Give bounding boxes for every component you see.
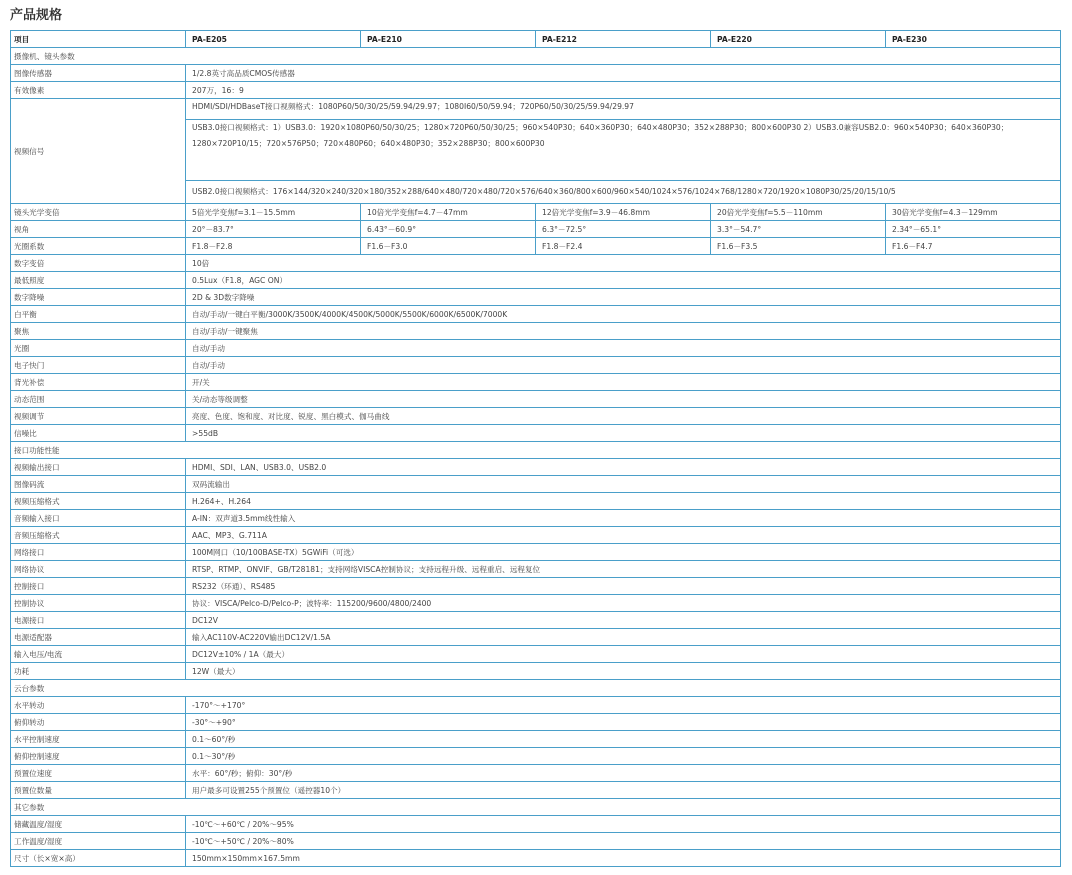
spec-value: DC12V±10% / 1A（最大） (186, 646, 1061, 663)
spec-label: 动态范围 (11, 391, 186, 408)
model-value: 5倍光学变焦f=3.1－15.5mm (186, 204, 361, 221)
spec-row (11, 527, 1061, 544)
spec-label: 俯仰控制速度 (11, 748, 186, 765)
spec-label: 网络协议 (11, 561, 186, 578)
spec-value: 10倍 (186, 255, 1061, 272)
spec-row (11, 459, 1061, 476)
spec-label: 控制协议 (11, 595, 186, 612)
spec-row (11, 816, 1061, 833)
spec-value: 自动/手动 (186, 340, 1061, 357)
section-row (11, 442, 1061, 459)
spec-value: 自动/手动/一键聚焦 (186, 323, 1061, 340)
video-signal-line: HDMI/SDI/HDBaseT接口视频格式：1080P60/50/30/25/59.94/29.97；1080I60/50/59.94；720P60/50/30/25/59.94/29.97 (186, 99, 1060, 120)
spec-label: 储藏温度/湿度 (11, 816, 186, 833)
spec-row (11, 391, 1061, 408)
spec-label: 图像码流 (11, 476, 186, 493)
spec-row (11, 850, 1061, 867)
spec-label: 尺寸（长×宽×高） (11, 850, 186, 867)
spec-row (11, 578, 1061, 595)
spec-label: 视频信号 (11, 99, 186, 204)
model-value: F1.6－F3.5 (711, 238, 886, 255)
header-model: PA-E230 (886, 31, 1061, 48)
spec-label: 白平衡 (11, 306, 186, 323)
spec-label: 电子快门 (11, 357, 186, 374)
spec-table (10, 30, 1061, 867)
spec-label: 图像传感器 (11, 65, 186, 82)
section-row (11, 48, 1061, 65)
spec-row (11, 663, 1061, 680)
spec-label: 功耗 (11, 663, 186, 680)
spec-label: 工作温度/湿度 (11, 833, 186, 850)
section-title: 云台参数 (11, 680, 1061, 697)
model-value: F1.8－F2.4 (536, 238, 711, 255)
model-value: 3.3°－54.7° (711, 221, 886, 238)
spec-row (11, 629, 1061, 646)
spec-row (11, 425, 1061, 442)
spec-value: 开/关 (186, 374, 1061, 391)
spec-row (11, 408, 1061, 425)
model-value: 6.3°－72.5° (536, 221, 711, 238)
section-row (11, 799, 1061, 816)
spec-label: 水平转动 (11, 697, 186, 714)
spec-row (11, 510, 1061, 527)
model-value: 12倍光学变焦f=3.9－46.8mm (536, 204, 711, 221)
spec-label: 预置位数量 (11, 782, 186, 799)
spec-value: 协议：VISCA/Pelco-D/Pelco-P；波特率：115200/9600/4800/2400 (186, 595, 1061, 612)
spec-label: 视角 (11, 221, 186, 238)
model-row (11, 204, 1061, 221)
spec-row (11, 374, 1061, 391)
section-title: 接口功能性能 (11, 442, 1061, 459)
model-row (11, 221, 1061, 238)
spec-row (11, 731, 1061, 748)
spec-label: 视频调节 (11, 408, 186, 425)
header-row (11, 31, 1061, 48)
spec-label: 视频压缩格式 (11, 493, 186, 510)
spec-value: 0.1～60°/秒 (186, 731, 1061, 748)
spec-label: 视频输出接口 (11, 459, 186, 476)
spec-label: 电源接口 (11, 612, 186, 629)
spec-row (11, 357, 1061, 374)
spec-value: 150mm×150mm×167.5mm (186, 850, 1061, 867)
spec-label: 有效像素 (11, 82, 186, 99)
model-value: 6.43°－60.9° (361, 221, 536, 238)
spec-value: 2D & 3D数字降噪 (186, 289, 1061, 306)
video-signal-line: USB3.0接口视频格式：1）USB3.0：1920×1080P60/50/30/25；1280×720P60/50/30/25；960×540P30；640×360P30；640×480P30；352×288P30；800×600P30 2）USB3.0兼容USB2.0：960×540P30；640×360P30；1280×720P10/15；720×576P50；720×480P60；640×480P30；352×288P30；800×600P30 (186, 120, 1060, 181)
spec-row (11, 782, 1061, 799)
spec-label: 音频压缩格式 (11, 527, 186, 544)
spec-row (11, 765, 1061, 782)
spec-row (11, 595, 1061, 612)
spec-row (11, 272, 1061, 289)
spec-row (11, 748, 1061, 765)
spec-label: 信噪比 (11, 425, 186, 442)
spec-row (11, 833, 1061, 850)
spec-value: HDMI、SDI、LAN、USB3.0、USB2.0 (186, 459, 1061, 476)
model-value: 10倍光学变焦f=4.7－47mm (361, 204, 536, 221)
spec-row (11, 306, 1061, 323)
section-title: 摄像机、镜头参数 (11, 48, 1061, 65)
header-model: PA-E220 (711, 31, 886, 48)
spec-value: -170°～+170° (186, 697, 1061, 714)
spec-label: 输入电压/电流 (11, 646, 186, 663)
spec-row (11, 714, 1061, 731)
spec-value: DC12V (186, 612, 1061, 629)
model-value: 20°－83.7° (186, 221, 361, 238)
spec-label: 俯仰转动 (11, 714, 186, 731)
spec-row (11, 646, 1061, 663)
spec-value: -10℃～+60℃ / 20%～95% (186, 816, 1061, 833)
video-signal-value (186, 99, 1061, 204)
header-item: 项目 (11, 31, 186, 48)
model-value: F1.6－F4.7 (886, 238, 1061, 255)
spec-label: 电源适配器 (11, 629, 186, 646)
spec-value: AAC、MP3、G.711A (186, 527, 1061, 544)
spec-label: 聚焦 (11, 323, 186, 340)
spec-value: 207万，16：9 (186, 82, 1061, 99)
spec-row (11, 612, 1061, 629)
spec-label: 控制接口 (11, 578, 186, 595)
spec-label: 网络接口 (11, 544, 186, 561)
spec-value: 用户最多可设置255个预置位（遥控器10个） (186, 782, 1061, 799)
page-title: 产品规格 (10, 8, 63, 23)
spec-label: 音频输入接口 (11, 510, 186, 527)
spec-value: 输入AC110V-AC220V输出DC12V/1.5A (186, 629, 1061, 646)
section-row (11, 680, 1061, 697)
spec-row (11, 476, 1061, 493)
spec-label: 数字降噪 (11, 289, 186, 306)
spec-value: 亮度、色度、饱和度、对比度、锐度、黑白模式、伽马曲线 (186, 408, 1061, 425)
spec-row (11, 323, 1061, 340)
header-model: PA-E205 (186, 31, 361, 48)
spec-value: 自动/手动/一键白平衡/3000K/3500K/4000K/4500K/5000K/5500K/6000K/6500K/7000K (186, 306, 1061, 323)
video-signal-row (11, 99, 1061, 204)
spec-value: RS232（环通）、RS485 (186, 578, 1061, 595)
spec-value: -30°～+90° (186, 714, 1061, 731)
model-value: F1.6－F3.0 (361, 238, 536, 255)
spec-value: 12W（最大） (186, 663, 1061, 680)
spec-row (11, 255, 1061, 272)
spec-value: 关/动态等级调整 (186, 391, 1061, 408)
spec-row (11, 289, 1061, 306)
spec-label: 光圈系数 (11, 238, 186, 255)
spec-value: 0.5Lux（F1.8，AGC ON） (186, 272, 1061, 289)
spec-label: 数字变倍 (11, 255, 186, 272)
header-model: PA-E210 (361, 31, 536, 48)
spec-value: 水平：60°/秒；俯仰：30°/秒 (186, 765, 1061, 782)
model-value: F1.8－F2.8 (186, 238, 361, 255)
spec-label: 最低照度 (11, 272, 186, 289)
spec-row (11, 340, 1061, 357)
spec-row (11, 493, 1061, 510)
spec-value: 100M网口（10/100BASE-TX）5GWiFi（可选） (186, 544, 1061, 561)
header-model: PA-E212 (536, 31, 711, 48)
spec-value: A-IN：双声道3.5mm线性输入 (186, 510, 1061, 527)
video-signal-line: USB2.0接口视频格式：176×144/320×240/320×180/352×288/640×480/720×480/720×576/640×360/800×600/960×540/1024×576/1024×768/1280×720/1920×1080P30/25/20/15/10/5 (192, 187, 896, 196)
spec-value: RTSP、RTMP、ONVIF、GB/T28181；支持网络VISCA控制协议；支持远程升级、远程重启、远程复位 (186, 561, 1061, 578)
model-value: 2.34°－65.1° (886, 221, 1061, 238)
spec-value: -10℃～+50℃ / 20%～80% (186, 833, 1061, 850)
spec-row (11, 82, 1061, 99)
spec-label: 镜头光学变倍 (11, 204, 186, 221)
spec-row (11, 697, 1061, 714)
model-value: 30倍光学变焦f=4.3－129mm (886, 204, 1061, 221)
spec-label: 背光补偿 (11, 374, 186, 391)
spec-value: >55dB (186, 425, 1061, 442)
spec-label: 光圈 (11, 340, 186, 357)
spec-value: 0.1～30°/秒 (186, 748, 1061, 765)
spec-value: H.264+、H.264 (186, 493, 1061, 510)
spec-label: 预置位速度 (11, 765, 186, 782)
spec-value: 双码流输出 (186, 476, 1061, 493)
section-title: 其它参数 (11, 799, 1061, 816)
spec-value: 1/2.8英寸高品质CMOS传感器 (186, 65, 1061, 82)
spec-value: 自动/手动 (186, 357, 1061, 374)
model-row (11, 238, 1061, 255)
spec-label: 水平控制速度 (11, 731, 186, 748)
model-value: 20倍光学变焦f=5.5－110mm (711, 204, 886, 221)
spec-row (11, 65, 1061, 82)
spec-row (11, 544, 1061, 561)
spec-row (11, 561, 1061, 578)
